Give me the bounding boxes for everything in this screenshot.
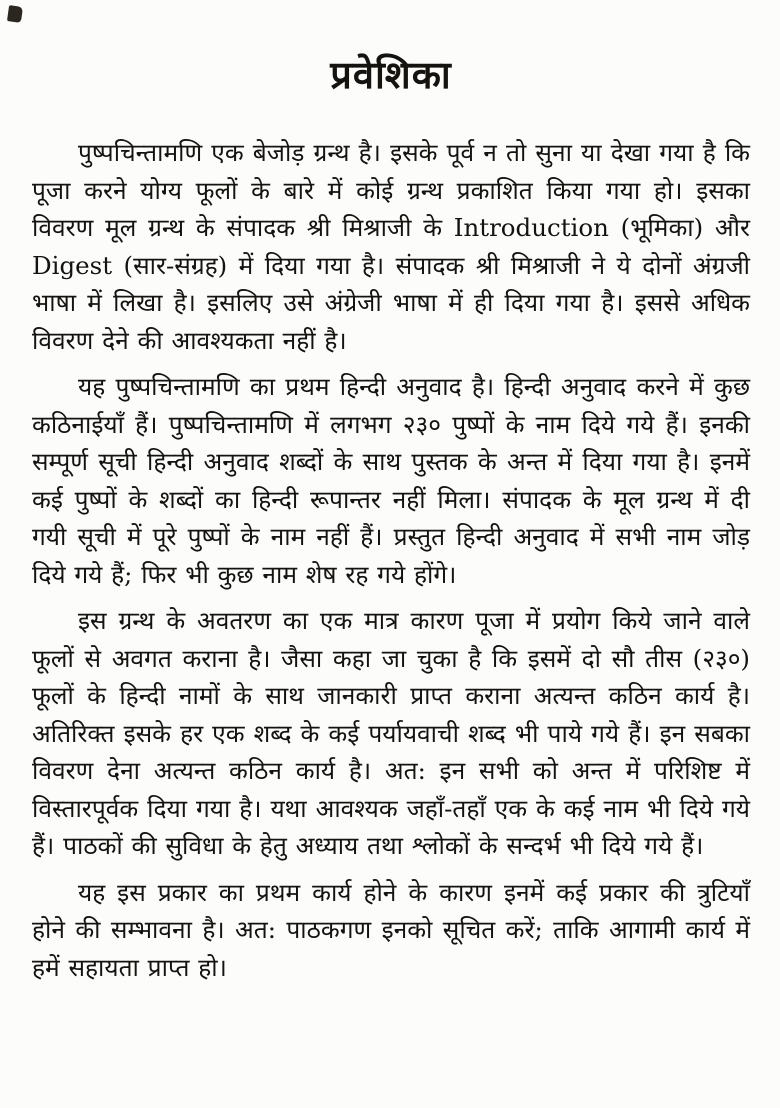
paragraph-1: पुष्पचिन्तामणि एक बेजोड़ ग्रन्थ है। इसके पूर्व न तो सुना या देखा गया है कि पूजा करने योग्य फूलों के बारे में कोई ग्रन्थ प्रकाशित किया गया हो। इसका विवरण मूल ग्रन्थ के संपादक श्री मिश्राजी के Introduction (भूमिका) और Digest (सार-संग्रह) में दिया गया है। संपादक श्री मिश्राजी ने ये दोनों अंग्रजी भाषा में लिखा है। इसलिए उसे अंग्रेजी भाषा में ही दिया गया है। इससे अधिक विवरण देने की आवश्यकता नहीं है। xyxy=(32,138,750,355)
paragraph-4: यह इस प्रकार का प्रथम कार्य होने के कारण इनमें कई प्रकार की त्रुटियाँ होने की सम्भावना है। अत: पाठकगण इनको सूचित करें; ताकि आगामी कार्य में हमें सहायता प्राप्त हो। xyxy=(32,877,750,982)
paragraph-2: यह पुष्पचिन्तामणि का प्रथम हिन्दी अनुवाद है। हिन्दी अनुवाद करने में कुछ कठिनाईयाँ हैं। पुष्पचिन्तामणि में लगभग २३० पुष्पों के नाम दिये गये हैं। इनकी सम्पूर्ण सूची हिन्दी अनुवाद शब्दों के साथ पुस्तक के अन्त में दिया गया है। इनमें कई पुष्पों के शब्दों का हिन्दी रूपान्तर नहीं मिला। संपादक के मूल ग्रन्थ में दी गयी सूची में पूरे पुष्पों के नाम नहीं हैं। प्रस्तुत हिन्दी अनुवाद में सभी नाम जोड़ दिये गये हैं; फिर भी कुछ नाम शेष रह गये होंगे। xyxy=(32,372,750,589)
scan-artifact-speck xyxy=(7,5,23,23)
page-title: प्रवेशिका xyxy=(330,52,452,97)
paragraph-3: इस ग्रन्थ के अवतरण का एक मात्र कारण पूजा में प्रयोग किये जाने वाले फूलों से अवगत कराना है। जैसा कहा जा चुका है कि इसमें दो सौ तीस (२३०) फूलों के हिन्दी नामों के साथ जानकारी प्राप्त कराना अत्यन्त कठिन कार्य है। अतिरिक्त इसके हर एक शब्द के कई पर्यायवाची शब्द भी पाये गये हैं। इन सबका विवरण देना अत्यन्त कठिन कार्य है। अत: इन सभी को अन्त में परिशिष्ट में विस्तारपूर्वक दिया गया है। यथा आवश्यक जहाँ-तहाँ एक के कई नाम भी दिये गये हैं। पाठकों की सुविधा के हेतु अध्याय तथा श्लोकों के सन्दर्भ भी दिये गये हैं। xyxy=(32,606,751,860)
